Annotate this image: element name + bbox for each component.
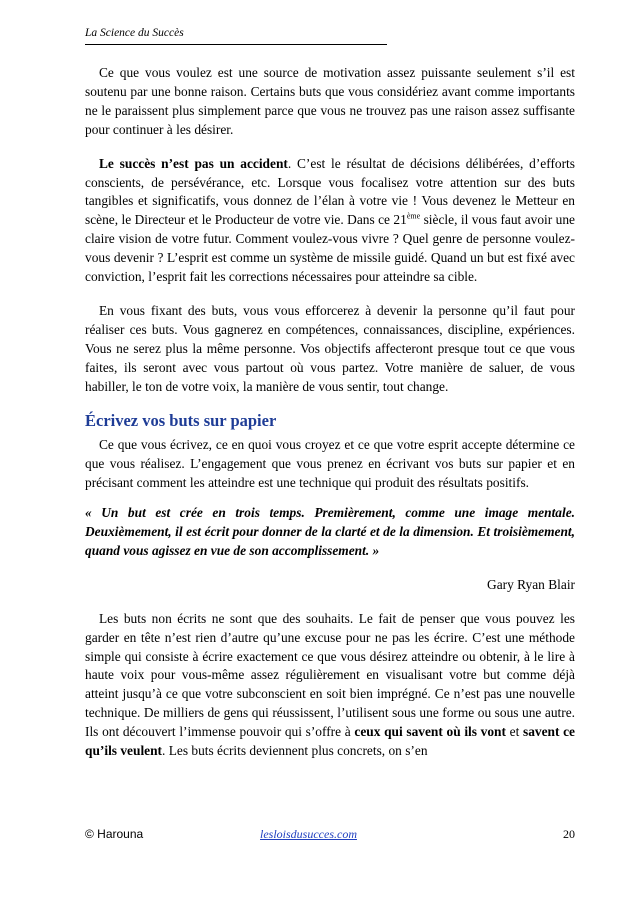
page-number: 20 — [563, 827, 575, 841]
paragraph-2-superscript: ème — [406, 211, 421, 221]
quote: « Un but est crée en trois temps. Premièrement, comme une image mentale. Deuxièmement, il est écrit pour donner de la clarté et de la dimension. Et troisièmement, quand vous agissez en vue de son accomplissement. » — [85, 505, 575, 558]
paragraph-2-text-b: siècle, il vous faut avoir une claire vision de votre futur. Comment voulez-vous vivre ? Quel genre de personne voulez-vous devenir ? L’esprit est comme un système de missile guidé. Quand un but est fixé avec conviction, l’esprit fait les corrections nécessaires pour atteindre sa cible. — [85, 212, 575, 285]
paragraph-5-bold-2: savent ce qu’ils veulent — [85, 724, 575, 759]
paragraph-5-text-b: et — [505, 724, 523, 740]
paragraph-1: Ce que vous voulez est une source de motivation assez puissante seulement s’il est soutenu par une bonne raison. Certains buts que vous considériez avant comme importants ne le paraissent plus simplement parce que vous ne trouvez pas une raison assez suffisante pour continuer à les désirer. — [85, 65, 575, 137]
footer-copyright: © Harouna — [85, 827, 144, 841]
paragraph-5-bold-1: ceux qui savent où ils vont — [354, 724, 506, 740]
paragraph-4: Ce que vous écrivez, ce en quoi vous croyez et ce que votre esprit accepte détermine ce que vous réalisez. L’engagement que vous prenez en écrivant vos buts sur papier et en précisant comment les atteindre est une technique qui produit des résultats positifs. — [85, 437, 575, 491]
running-header: La Science du Succès — [85, 27, 184, 39]
page-body — [85, 64, 575, 776]
header-rule — [85, 44, 387, 45]
quote-author: Gary Ryan Blair — [487, 576, 575, 592]
paragraph-2-bold: Le succès n’est pas un accident — [99, 155, 288, 171]
footer-site-link[interactable]: lesloisdusucces.com — [260, 827, 357, 841]
paragraph-2 — [85, 155, 575, 287]
paragraph-5 — [85, 610, 575, 761]
paragraph-5-text-a: Les buts non écrits ne sont que des souhaits. Le fait de penser que vous pouvez les garder en tête n’est rien d’autre qu’une excuse pour ne pas les écrire. C’est une méthode simple qui consiste à écrire exactement ce que vous désirez atteindre ou obtenir, à le lire à haute voix pour vous-même assez régulièrement en visualisant votre but comme déjà atteint jusqu’à ce que votre subconscient en soit bien imprégné. Ce n’est pas une nouvelle technique. De milliers de gens qui réussissent, l’utilisent sous une forme ou sous une autre. Ils ont découvert l’immense pouvoir qui s’offre à — [85, 610, 575, 740]
paragraph-5-text-c: . Les buts écrits deviennent plus concrets, on s’en — [162, 743, 428, 759]
paragraph-2-text-a: . C’est le résultat de décisions délibérées, d’efforts conscients, de persévérance, etc. Lorsque vous focalisez votre attention sur des buts tangibles et significatifs, vous donnez de l’élan à votre vie ! Vous devenez le Metteur en scène, le Directeur et le Producteur de votre vie. Dans ce 21 — [85, 155, 575, 228]
paragraph-3: En vous fixant des buts, vous vous efforcerez à devenir la personne qu’il faut pour réaliser ces buts. Vous gagnerez en compétences, connaissances, discipline, expériences. Vous ne serez plus la même personne. Vos objectifs affecteront presque tout ce que vous faites, ils seront avec vous partout où vous partez. Votre manière de saluer, de vous habiller, le ton de votre voix, la manière de vous sentir, tout change. — [85, 302, 575, 394]
section-title: Écrivez vos buts sur papier — [85, 410, 277, 430]
